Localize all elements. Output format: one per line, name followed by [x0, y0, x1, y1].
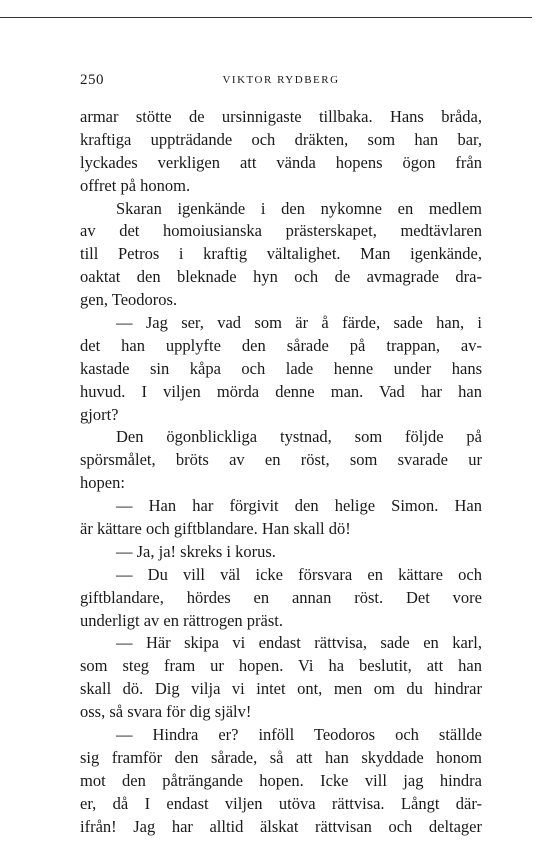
- page-number: 250: [80, 72, 104, 88]
- text-line: gen, Teodoros.: [80, 290, 178, 310]
- text-line: spörsmålet, bröts av en röst, som svarade ur: [80, 450, 482, 470]
- text-line: offret på honom.: [80, 175, 191, 195]
- text-line: som steg fram ur hopen. Vi ha beslutit, att han: [80, 656, 482, 676]
- running-head: VIKTOR RYDBERG: [222, 74, 340, 86]
- text-line: Skaran igenkände i den nykomne en medlem: [116, 198, 482, 218]
- text-line: er, då I endast viljen utöva rättvisa. Långt där-: [80, 793, 482, 813]
- text-line: underligt av en rättrogen präst.: [80, 610, 283, 630]
- text-line: hopen:: [80, 473, 125, 493]
- text-line: — Hindra er? inföll Teodoros och ställde: [116, 725, 482, 745]
- text-line: Den ögonblickliga tystnad, som följde på: [116, 427, 482, 447]
- text-line: huvud. I viljen mörda denne man. Vad har han: [80, 381, 482, 401]
- text-line: kastade sin kåpa och lade henne under hans: [80, 358, 482, 378]
- text-line: — Här skipa vi endast rättvisa, sade en karl,: [116, 633, 482, 653]
- text-line: av det homoiusianska prästerskapet, medtävlaren: [80, 221, 482, 241]
- text-line: till Petros i kraftig vältalighet. Man igenkände,: [80, 244, 482, 264]
- text-line: ifrån! Jag har alltid älskat rättvisan och deltager: [80, 816, 482, 836]
- text-line: skall dö. Dig vilja vi intet ont, men om du hindrar: [80, 679, 482, 699]
- text-line: gjort?: [80, 404, 119, 424]
- text-line: — Han har förgivit den helige Simon. Han: [116, 496, 482, 516]
- page-header: [80, 72, 482, 92]
- text-line: är kättare och giftblandare. Han skall dö!: [80, 519, 351, 539]
- text-line: det han upplyfte den sårade på trappan, av-: [80, 335, 482, 355]
- text-line: — Du vill väl icke försvara en kättare och: [116, 564, 482, 584]
- text-line: lyckades verkligen att vända hopens ögon från: [80, 152, 482, 172]
- text-line: mot den påträngande hopen. Icke vill jag hindra: [80, 770, 482, 790]
- body-text: [80, 106, 482, 839]
- text-line: — Jag ser, vad som är å färde, sade han, i: [116, 313, 482, 333]
- text-line: — Ja, ja! skreks i korus.: [116, 541, 276, 561]
- text-line: armar stötte de ursinnigaste tillbaka. Hans bråda,: [80, 107, 482, 126]
- text-line: sig framför den sårade, så att han skyddade honom: [80, 747, 482, 767]
- text-line: kraftiga uppträdande och dräkten, som han bar,: [80, 129, 482, 149]
- top-rule: [0, 17, 532, 18]
- text-line: oaktat den bleknade hyn och de avmagrade dra-: [80, 267, 482, 287]
- text-line: giftblandare, hördes en annan röst. Det vore: [80, 587, 482, 607]
- text-line: oss, så svara för dig själv!: [80, 702, 252, 722]
